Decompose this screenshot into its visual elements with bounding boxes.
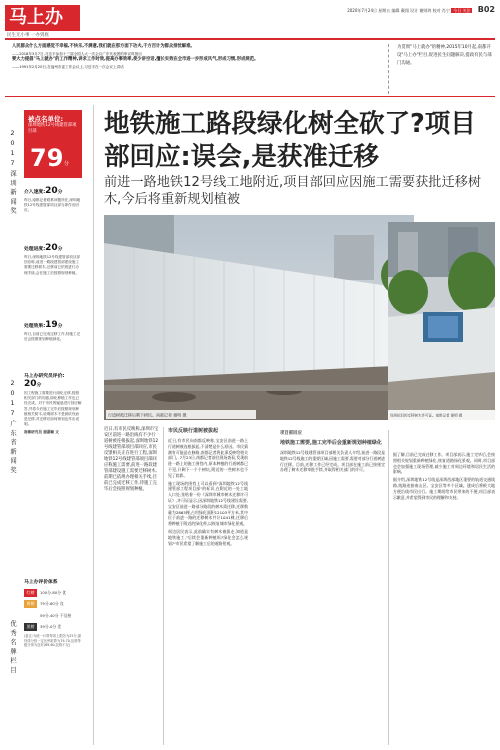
item-text: 昨日,深圳地铁12号线建管部项目部回应称,前进一路段建管部建设施工需要迁移树木,迁移前已依规进行办理手续,会在施工后按照规划种植。 [24,255,81,275]
quote-source-1: ——2018年3月7日,习近平参加十三届全国人大一次会议广东代表团的审议时指出 [12,51,142,56]
header-date: 2020年7月24日 星期五 编辑 戴翔 设计 谢财鸿 校对 肖宁 [347,8,450,13]
total-score: 79 [30,144,64,172]
article-col-3 [255,427,380,745]
rating-label: 黑榜 [24,623,37,631]
masthead-tagline: 民生无小事 一办到底 [7,33,49,38]
masthead-logo: 马上办 [5,5,80,31]
item-unit: 分 [57,190,63,195]
rating-row [24,612,82,620]
section-label: 项目部回应 [280,431,302,436]
item-text: 昨日,南都记者联系问题所在,深圳地铁12号线建管部项目部当即作出回应。 [24,198,81,213]
body-text: 周边居民表示,此前确实有树木被拔走,知道是地铁施工,"后续会重新种植吗?绿化会怎么规划?"市民希望了解施工后的道路景观。 [168,528,248,546]
rating-label: 红榜 [24,589,37,597]
lead-text: 近日,有市民反映称,深圳市宝安区前进一路沿线有不少行道树被连根拔起,深圳地铁12号线建管部项目部回应,市民反馈相关正在进行工程,深圳地铁12号线建管部项目部回应称施工需要,前进一路段建管部建设施工需要迁移树木,前期已依规办理相关手续,目前已完成迁移工作,待施工完毕后会按照规划种植。 [104,427,159,492]
quote-block [12,44,387,70]
item-score: 20 [45,186,58,196]
main-photo [104,215,414,420]
rating-label [24,612,37,620]
award-label [9,130,18,217]
rating-row [24,600,82,608]
photo-construction-site [104,215,414,420]
rating-note: (备注:为统一计算每项上限各为25分,最终得分按一定比例折算为79-70,及格等级分别为良好(69-60,及格不足) [24,634,82,648]
quote-divider [388,44,389,94]
item-text: 昨日,目前已完成迁移工作,待施工完后会按照规划种植绿化。 [24,332,81,342]
item-head: 介入速度: [24,190,46,195]
score-item-researcher [24,372,82,436]
side-photo [388,222,495,420]
award-label-2 [9,380,18,476]
body-text: 据介绍,深圳地铁12号线是深圳西部地区重要的轨道交通线路,线路连接南山区、宝安区等多个区域。建成后将极大地方便沿线市民出行。施工期间给市民带来的不便,项目部表示歉意,并希望得到市民的理解和支持。 [393,477,495,500]
col-divider [163,427,164,745]
rating-system [24,578,82,648]
body-text: 近日,有市民向南都反映称,宝安区前进一路上行道树被连根拔起,不清楚是什么原因。市民猜测有可能是在修路,南都记者将此事反映给相关部门。7月23日,南都记者前往现场查看,发现前进一路上的施工围挡内,原本种植的行道树都已不见,只剩下一个个树坑,附近的一些树木也不见了踪影。 [168,438,248,478]
column-intro: 为贯彻"马上就办"的精神,2015年10月起,南都开设"马上办"栏目,促进民生问题解决,提政有民与部门沟通。 [397,45,492,66]
award-label-3 [9,620,18,676]
photo-roadside [388,222,495,420]
rating-text: 79分-60分 良 [40,601,64,606]
item-head: 处理进度: [24,247,46,252]
body-text: 据了解,目前已完成迁移工作。项目部表示,施工完毕后,会按照相关规划重新种植绿化,恢复道路绿化景观。同时,项目部也会加强施工现场管理,减少施工对周边环境和居民生活的影响。 [393,452,495,475]
score-unit-name: 深圳地铁12号线建管部项目部 [28,123,77,134]
header-divider [5,38,495,40]
body-text: 施工现场的围挡上可以看到"深圳地铁12号线建管部工程项目部"的标识,在附近的一处工地入口处,张贴着一份《深圳市城市树木迁移许可证》,许可证显示,因深圳地铁12号线建设需要,宝安区前进一路部分路段的树木需迁移,迁移数量为2863棵,占用绿化面积12103平方米,其中位于前进一路的迁移树木共计1041棵,迁移后将种植于附近的绿化带,以恢复城市绿化景观。 [168,480,248,527]
item-head: 马上办研究员评价: [24,374,65,379]
article-headline: 地铁施工路段绿化树全砍了?项目部回应:误会,是获准迁移 [104,109,476,172]
rating-row [24,589,82,597]
page-header-info [300,5,495,14]
quote-line-1: 人民群众什么方面感觉不幸福,不快乐,不满意,我们就在那方面下功夫,千方百计为群众排忧解难。 [12,44,195,49]
score-title: 被点名单位: [28,115,64,123]
rating-label: 黄榜 [24,600,37,608]
rating-text: 59分-40分 不及格 [40,612,72,618]
quote-line-2: 要大力提倡"马上就办"的工作精神,讲求工作时效,提高办事效率,使少讲空话,擅长实效在全市进一步形成风气,形成习惯,形成规范。 [12,57,259,63]
body-text: 深圳地铁12号线建管部项目部相关负责人介绍,前进一路段是地铁12号线施工的重要区域,因施工需要,需要对部分行道树进行迁移。目前,迁移工作已经完成。项目部在施工前已按规定办理了树木迁移审批手续,并取得相关部门的许可。 [280,450,385,473]
item-text: 因工程施工需要进行绿化迁移,按照相关部门的同意,绿化移植工作也已经完成。对于市民的疑惑进行回应解答,并将今后施工完毕后按照规划种植相关树木,说明树木不是被砍伐而是迁移,对迁移后如何规划也作出说明。 [24,391,82,427]
score-item-effect [24,320,82,342]
article-subhead: 前进一路地铁12号线工地附近,项目部回应因施工需要获批迁移树木,今后将重新规划植被 [104,175,482,207]
rating-text: 100分-80分 优 [40,589,67,595]
award-label-3-text: 优秀名牌栏目 [9,620,16,676]
sidebar-divider [93,105,94,745]
page-number: B02 [477,5,495,14]
rating-title: 马上办评价体系 [24,580,58,585]
article-col-2 [168,427,248,546]
item-unit: 分 [36,383,42,388]
section-heading-2: 地铁施工需要,施工完毕后会重新规划种植绿化 [280,440,382,446]
researcher-credit: 南都研究员 谢嘉颖 文 [24,430,59,435]
item-score: 19 [45,320,58,330]
photo2-caption: 现场依旧的迁移树木许可证。南都记者 谢明 摄 [390,413,463,418]
item-unit: 分 [57,247,63,252]
rating-text: 39分-0分 差 [40,624,62,629]
item-head: 处理效果: [24,324,46,329]
score-item-speed [24,186,82,214]
article-col-4 [393,452,495,500]
article-lead [104,427,159,493]
score-box [24,110,82,178]
section-heading-1: 市民反映行道树被拔起 [168,428,219,434]
col-divider-2 [388,430,389,745]
photo-caption: 行道树被迁移后剩下树坑。南都记者 谢明 摄 [108,412,187,418]
award-label-2-text: 2017广东省新闻奖 [9,380,16,476]
rating-row [24,623,82,631]
item-unit: 分 [57,324,63,329]
award-label-1: 2017深圳新闻奖 [9,130,16,217]
item-score: 20 [45,243,58,253]
item-score: 20 [24,379,37,389]
article-col-3-text [280,430,385,473]
section-divider [5,96,495,97]
score-item-progress [24,243,82,276]
score-unit: 分 [64,161,70,167]
header-tag: 今日 关注 [453,8,471,13]
quote-source-2: ——1991年2月20日,在福州市委工作会议上,习近平在一次会议上讲话 [12,64,124,69]
